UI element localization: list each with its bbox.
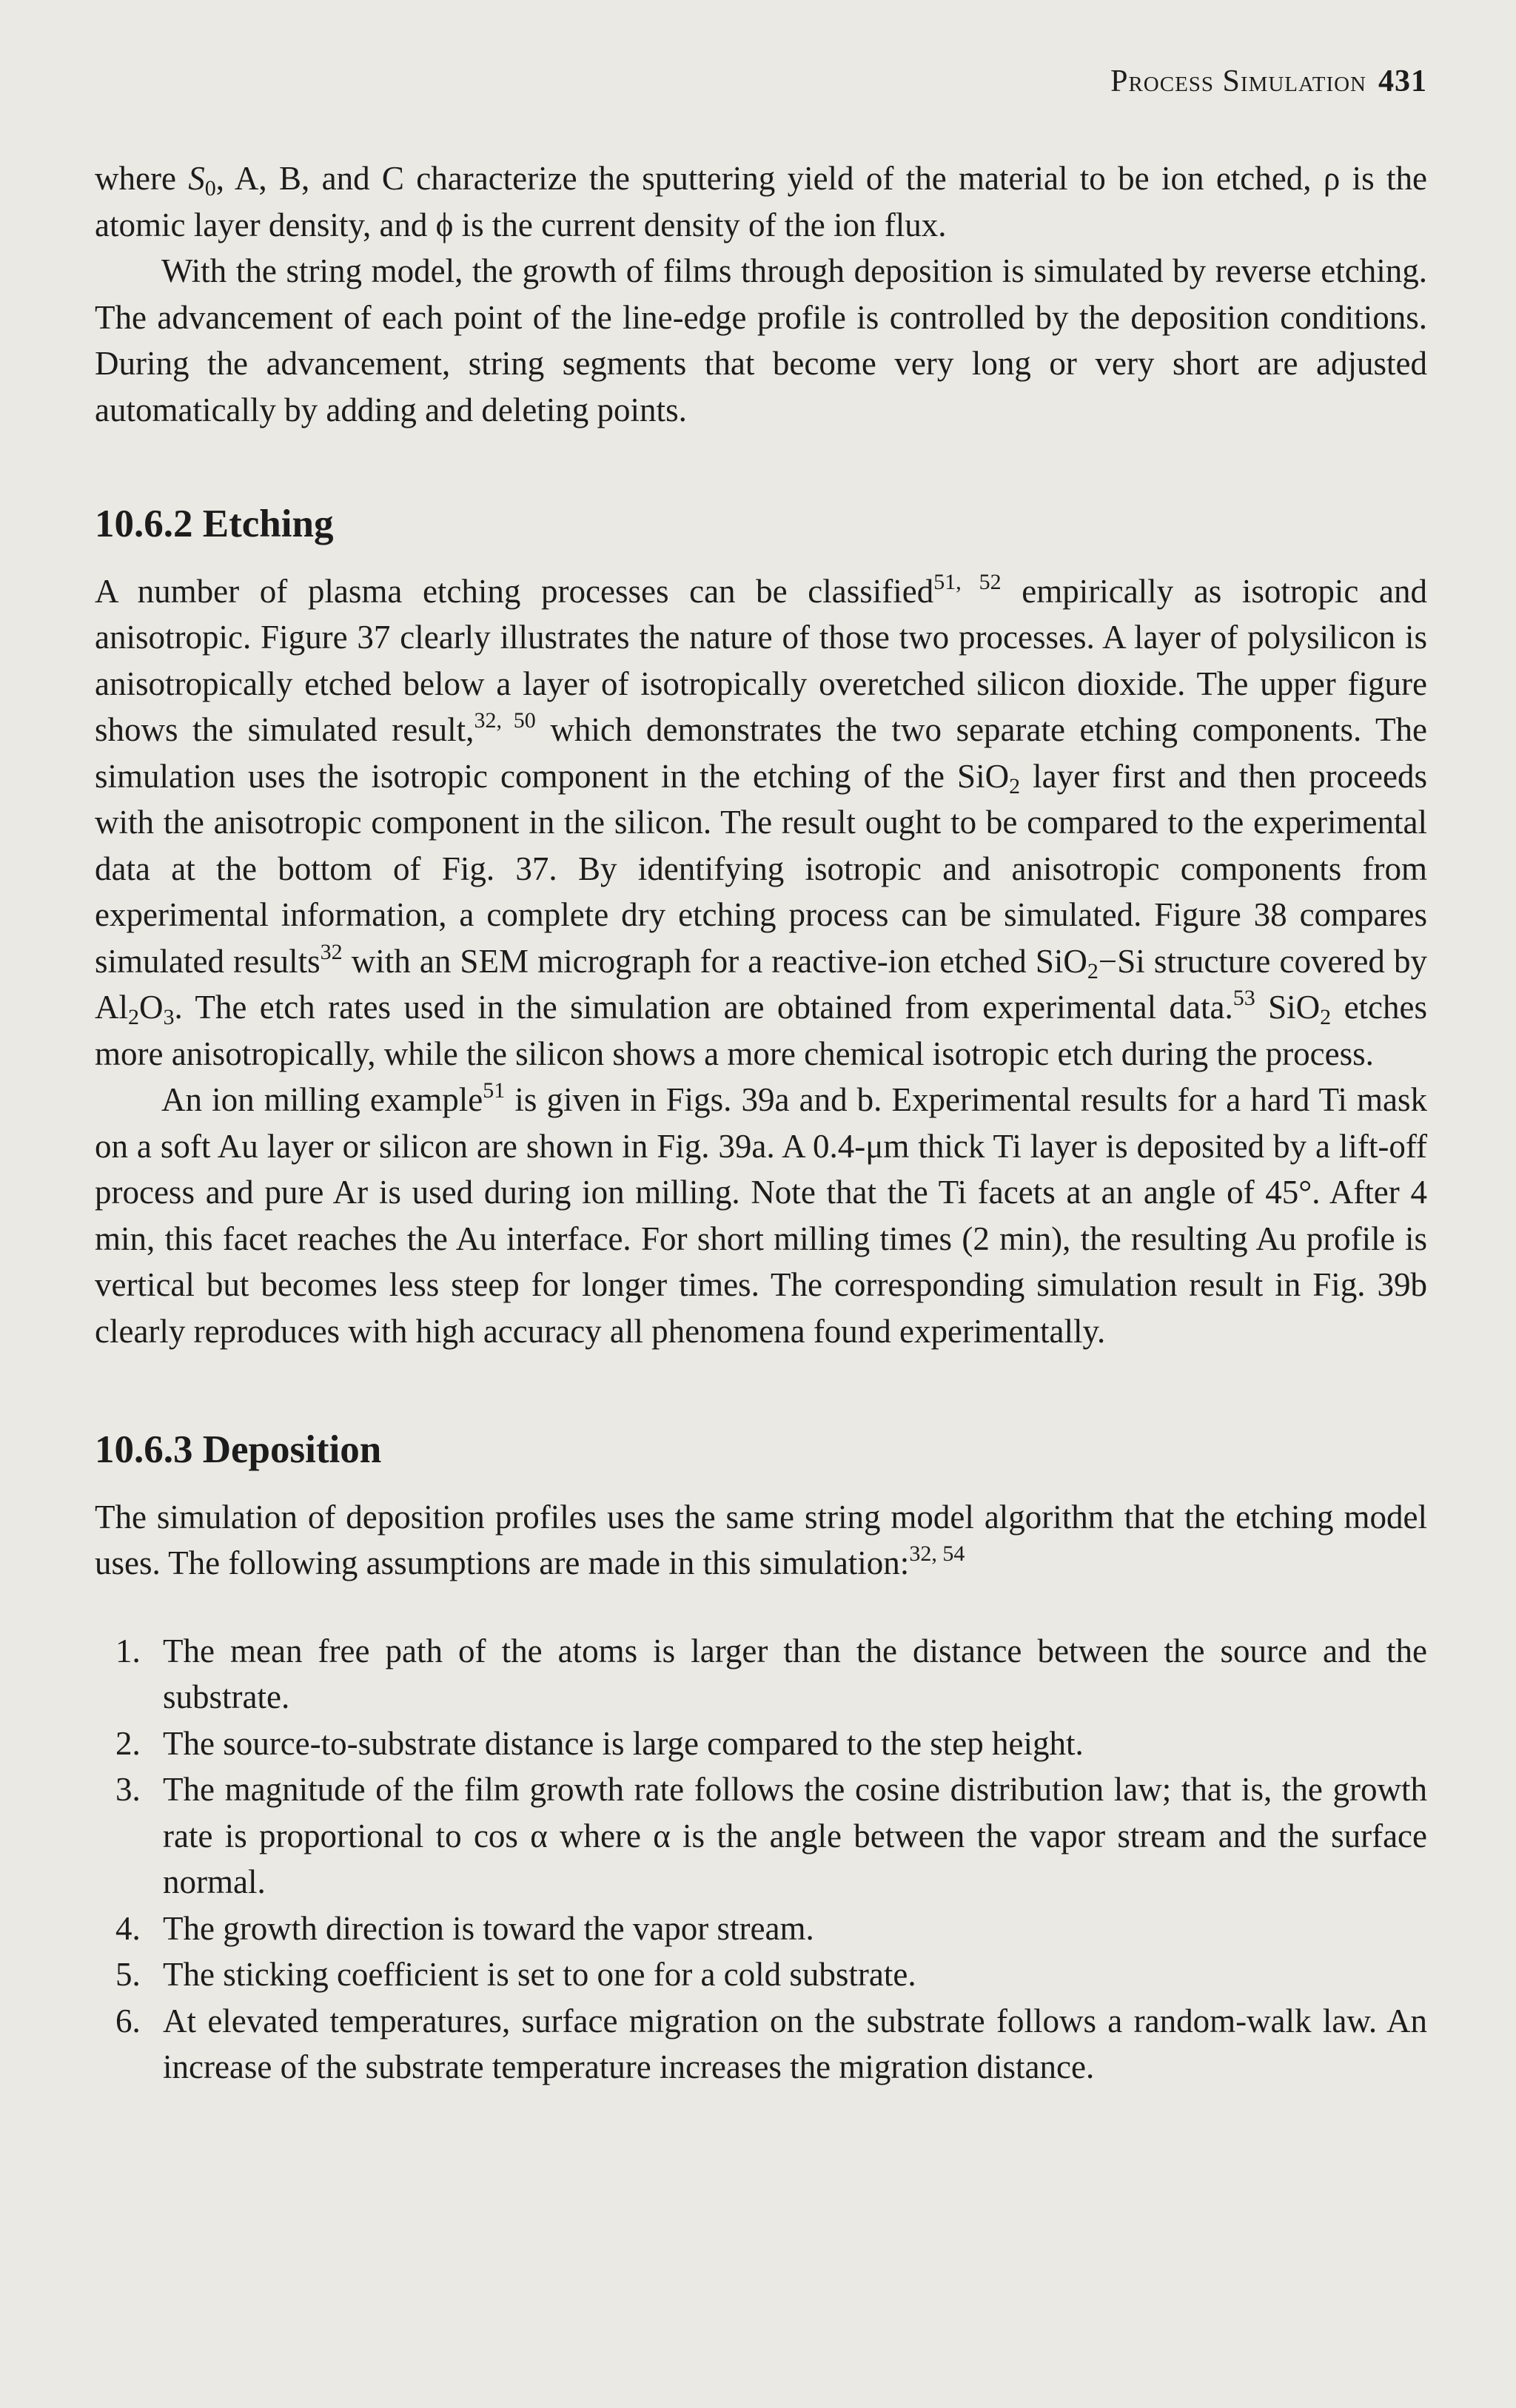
assumptions-list: [95, 1628, 1427, 2091]
list-item-text: The growth direction is toward the vapor stream.: [163, 1909, 814, 1947]
paragraph-etching: [95, 568, 1427, 1077]
text-run: , A, B, and C characterize the sputtering yield of the material to be ion etched, ρ is the atomic layer density, and ϕ is the current density of the ion flux.: [95, 160, 1427, 243]
paragraph-string-model: With the string model, the growth of films through deposition is simulated by reverse etching. The advancement of each point of the line-edge profile is controlled by the deposition conditions. During the advancement, string segments that become very long or very short are adjusted automatically by adding and deleting points.: [95, 252, 1427, 428]
list-number: 5.: [115, 1956, 141, 1993]
paragraph-deposition: [95, 1494, 1427, 1587]
list-number: 2.: [115, 1724, 141, 1762]
text-run: etches more anisotropically, while the silicon shows a more chemical isotropic etch during the process.: [95, 989, 1428, 1072]
body-text: [95, 155, 1427, 2091]
text-run: . The etch rates used in the simulation are obtained from experimental data.: [174, 989, 1233, 1026]
text-run: An ion milling example: [161, 1081, 483, 1118]
list-number: 1.: [115, 1632, 141, 1669]
subscript: 2: [1087, 958, 1099, 983]
symbol-s: S: [188, 160, 205, 197]
list-item: [95, 1766, 1427, 1906]
list-item: [95, 1721, 1427, 1767]
page-number: 431: [1378, 64, 1427, 98]
text-run: −Si structure covered by Al: [95, 942, 1428, 1026]
text-run: where: [95, 160, 189, 197]
subscript: 2: [1320, 1005, 1332, 1029]
list-number: 4.: [115, 1909, 141, 1947]
reference-sup: 32: [320, 939, 343, 964]
list-number: 6.: [115, 2002, 141, 2039]
list-item-text: The magnitude of the film growth rate follows the cosine distribution law; that is, the growth rate is proportional to cos α where α is the angle between the vapor stream and the surface normal.: [163, 1771, 1427, 1900]
subscript: 0: [204, 176, 216, 201]
text-run: SiO: [1255, 989, 1321, 1026]
paragraph-sputtering: [95, 155, 1427, 248]
section-heading-etching: 10.6.2 Etching: [95, 502, 334, 545]
list-item-text: The source-to-substrate distance is large compared to the step height.: [163, 1724, 1084, 1762]
subscript: 2: [128, 1005, 139, 1029]
reference-sup: 51: [483, 1078, 506, 1103]
reference-sup: 32, 50: [474, 708, 536, 733]
text-run: A number of plasma etching processes can be classified: [95, 572, 934, 610]
list-item-text: The mean free path of the atoms is larger than the distance between the source and the substrate.: [163, 1632, 1427, 1715]
text-run: The simulation of deposition profiles uses the same string model algorithm that the etching model uses. The following assumptions are made in this simulation:: [95, 1498, 1427, 1581]
text-run: with an SEM micrograph for a reactive-ion etched SiO: [342, 942, 1087, 980]
reference-sup: 51, 52: [933, 569, 1002, 594]
subscript: 2: [1009, 773, 1021, 798]
text-run: is given in Figs. 39a and b. Experimental results for a hard Ti mask on a soft Au layer or silicon are shown in Fig. 39a. A 0.4-μm thick Ti layer is deposited by a lift-off process and pure Ar is used during ion milling. Note that the Ti facets at an angle of 45°. After 4 min, this facet reaches the Au interface. For short milling times (2 min), the resulting Au profile is vertical but becomes less steep for longer times. The corresponding simulation result in Fig. 39b clearly reproduces with high accuracy all phenomena found experimentally.: [95, 1081, 1428, 1350]
paragraph-ion-milling: [95, 1077, 1427, 1354]
subscript: 3: [163, 1005, 175, 1029]
text-run: empirically as isotropic and anisotropic. Figure 37 clearly illustrates the nature of those two processes. A layer of polysilicon is anisotropically etched below a layer of isotropically overetched silicon dioxide. The upper figure shows the simulated result,: [95, 572, 1428, 748]
list-item: [95, 1628, 1427, 1721]
text-run: which demonstrates the two separate etching components. The simulation uses the isotropic component in the etching of the SiO: [95, 711, 1428, 795]
list-number: 3.: [115, 1771, 141, 1808]
list-item: [95, 1951, 1427, 1998]
list-item: [95, 1906, 1427, 1952]
list-item: [95, 1998, 1427, 2091]
text-run: layer first and then proceeds with the anisotropic component in the silicon. The result ought to be compared to the experimental data at the bottom of Fig. 37. By identifying isotropic and anisotropic components from experimental information, a complete dry etching process can be simulated. Figure 38 compares simulated results: [95, 757, 1427, 980]
reference-sup: 32, 54: [909, 1541, 965, 1566]
reference-sup: 53: [1232, 986, 1255, 1010]
text-run: O: [139, 989, 164, 1026]
section-heading-deposition: 10.6.3 Deposition: [95, 1428, 382, 1471]
list-item-text: The sticking coefficient is set to one for a cold substrate.: [163, 1956, 916, 1993]
running-header: [95, 64, 1427, 99]
running-title: Process Simulation: [1110, 64, 1366, 98]
list-item-text: At elevated temperatures, surface migration on the substrate follows a random-walk law. An increase of the substrate temperature increases the migration distance.: [163, 2002, 1427, 2085]
